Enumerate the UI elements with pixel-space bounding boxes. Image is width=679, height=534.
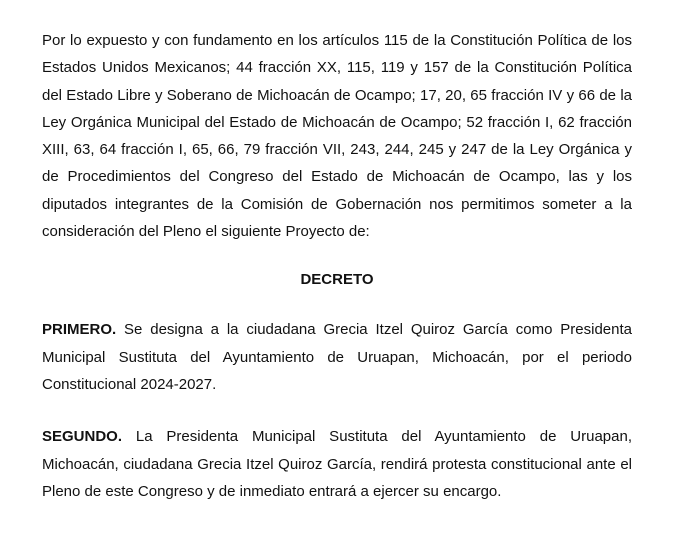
document-body — [42, 27, 632, 505]
intro-paragraph: Por lo expuesto y con fundamento en los artículos 115 de la Constitución Política de los Estados Unidos Mexicanos; 44 fracción XX, 115, 119 y 157 de la Constitución Política del Estado Libre y Soberano de Michoacán de Ocampo; 17, 20, 65 fracción IV y 66 de la Ley Orgánica Municipal del Estado de Michoacán de Ocampo; 52 fracción I, 62 fracción XIII, 63, 64 fracción I, 65, 66, 79 fracción VII, 243, 244, 245 y 247 de la Ley Orgánica y de Procedimientos del Congreso del Estado de Michoacán de Ocampo, las y los diputados integrantes de la Comisión de Gobernación nos permitimos someter a la consideración del Pleno el siguiente Proyecto de: — [42, 32, 632, 241]
spacer — [42, 398, 632, 423]
decree-heading: DECRETO — [300, 271, 374, 289]
article-first — [42, 316, 632, 398]
article-first-text: Se designa a la ciudadana Grecia Itzel Quiroz García como Presidenta Municipal Sustituta del Ayuntamiento de Uruapan, Michoacán, por el periodo Constitucional 2024-2027. — [42, 321, 632, 393]
spacer — [42, 245, 632, 266]
article-first-lead: PRIMERO. — [42, 321, 117, 339]
article-second-lead: SEGUNDO. — [42, 428, 123, 446]
article-second-text: La Presidenta Municipal Sustituta del Ayuntamiento de Uruapan, Michoacán, ciudadana Grecia Itzel Quiroz García, rendirá protesta constitucional ante el Pleno de este Congreso y de inmediato entrará a ejercer su encargo. — [42, 428, 632, 500]
article-second — [42, 423, 632, 505]
spacer — [42, 293, 632, 316]
